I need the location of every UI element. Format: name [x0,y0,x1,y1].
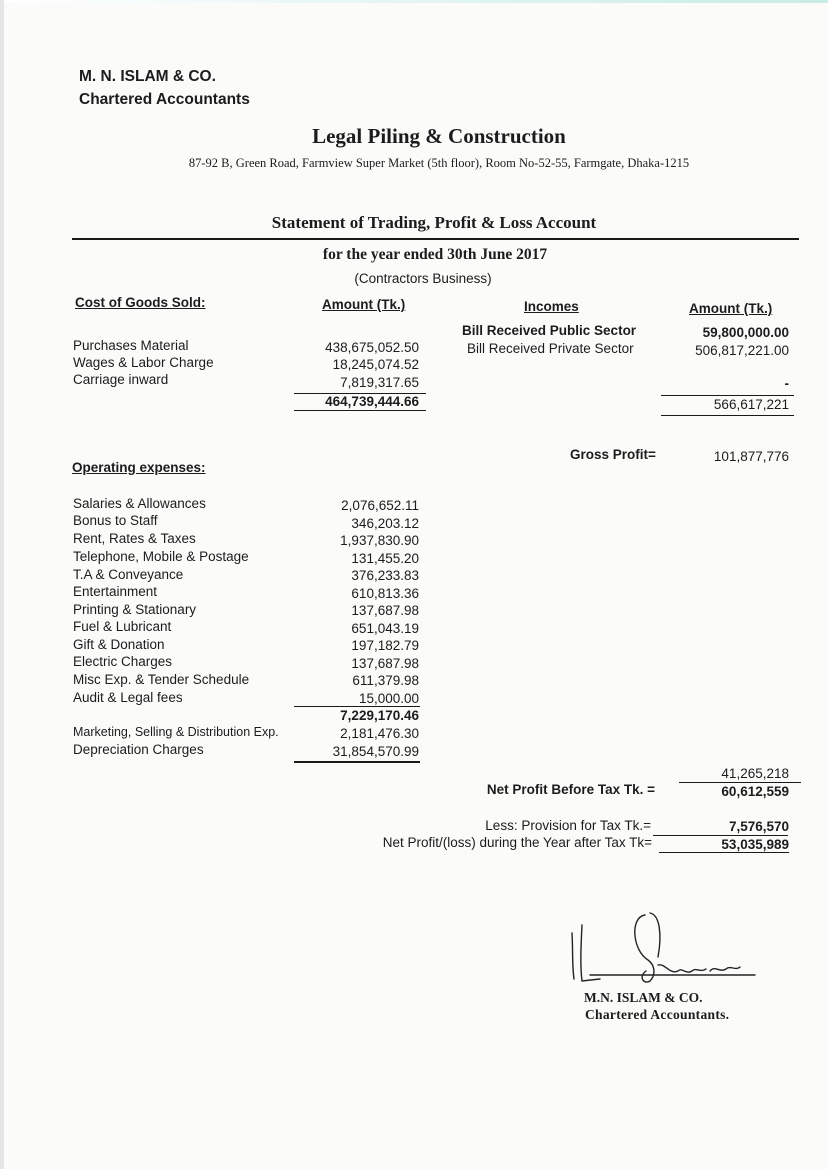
amount-right-header: Amount (Tk.) [689,301,773,316]
opex-header: Operating expenses: [72,460,206,475]
firm-tagline: Chartered Accountants [79,91,250,108]
gross-profit-value: 101,877,776 [713,449,789,464]
statement-title: Statement of Trading, Profit & Loss Account [271,213,597,232]
opex-item-value: 137,687.98 [351,603,419,618]
final-rule [659,852,789,853]
amount-left-header: Amount (Tk.) [322,297,406,312]
tax-provision-value: 7,576,570 [728,819,789,834]
income-dash: - [784,376,789,391]
cogs-total-rule [294,410,426,411]
tax-rule [653,835,788,836]
gross-profit-label: Gross Profit= [570,447,656,462]
opex-item-label: Electric Charges [73,654,173,669]
top-edge [0,0,828,3]
cogs-item-label: Carriage inward [73,372,169,387]
opex-item-value: 131,455.20 [351,551,419,566]
income-item-label: Bill Received Public Sector [462,323,637,338]
opex-item-value: 1,937,830.90 [340,533,419,548]
opex-item-label: Printing & Stationary [73,602,197,617]
company-address: 87-92 B, Green Road, Farmview Super Market (5th floor), Room No-52-55, Farmgate, Dhaka-1215 [188,156,690,170]
opex-item-value: 197,182.79 [351,638,419,653]
opex-item-label: T.A & Conveyance [73,567,184,582]
opex-item-label: Telephone, Mobile & Postage [73,549,249,564]
cogs-item-label: Wages & Labor Charge [73,355,214,370]
title-rule [72,238,799,240]
page-edge [0,0,4,1169]
income-total: 566,617,221 [713,397,789,412]
cogs-item-value: 7,819,317.65 [340,375,419,390]
other-item-label: Depreciation Charges [73,742,204,757]
opex-item-label: Salaries & Allowances [73,496,206,511]
income-total-rule [661,415,794,416]
other-item-value: 2,181,476.30 [340,726,419,741]
incomes-header: Incomes [524,299,579,314]
opex-subtotal: 7,229,170.46 [340,708,419,723]
opex-item-label: Bonus to Staff [73,513,158,528]
cogs-total: 464,739,444.66 [325,394,419,409]
other-item-value: 31,854,570.99 [332,744,419,759]
signatory-name: M.N. ISLAM & CO. [584,990,703,1005]
opex-item-value: 2,076,652.11 [341,498,419,513]
opex-item-label: Entertainment [73,584,158,599]
cogs-item-value: 438,675,052.50 [325,340,419,355]
signatory-title: Chartered Accountants. [585,1007,730,1022]
opex-item-value: 376,233.83 [351,568,419,583]
expenses-total-rule [294,761,420,763]
opex-item-label: Fuel & Lubricant [73,619,172,634]
other-item-label: Marketing, Selling & Distribution Exp. [73,725,279,739]
signature-icon [560,905,765,990]
business-type: (Contractors Business) [354,271,492,286]
opex-item-value: 610,813.36 [351,586,419,601]
opex-item-label: Gift & Donation [73,637,165,652]
net-profit-rule [679,782,801,783]
opex-sum-rule [294,706,420,707]
tax-provision-label: Less: Provision for Tax Tk.= [485,818,651,833]
income-item-label: Bill Received Private Sector [467,341,634,356]
cogs-item-value: 18,245,074.52 [332,357,419,372]
cogs-item-label: Purchases Material [73,338,189,353]
opex-item-value: 15,000.00 [358,691,419,706]
opex-item-label: Audit & Legal fees [73,690,183,705]
firm-name: M. N. ISLAM & CO. [79,68,216,85]
total-expenses: 41,265,218 [721,766,789,781]
opex-item-value: 611,379.98 [352,673,419,688]
opex-item-value: 651,043.19 [351,621,419,636]
company-name: Legal Piling & Construction [312,124,566,148]
opex-item-label: Misc Exp. & Tender Schedule [73,672,250,687]
statement-period: for the year ended 30th June 2017 [322,246,548,263]
net-profit-after-tax-value: 53,035,989 [721,837,789,852]
income-item-value: 59,800,000.00 [702,325,789,340]
net-profit-after-tax-label: Net Profit/(loss) during the Year after Tax Tk= [382,835,652,850]
income-item-value: 506,817,221.00 [695,343,789,358]
cogs-header: Cost of Goods Sold: [75,295,206,310]
income-sum-rule [661,395,794,396]
net-profit-before-tax-label: Net Profit Before Tax Tk. = [486,782,655,797]
net-profit-before-tax-value: 60,612,559 [721,784,789,799]
opex-item-label: Rent, Rates & Taxes [73,531,196,546]
opex-item-value: 137,687.98 [351,656,419,671]
opex-item-value: 346,203.12 [351,516,419,531]
